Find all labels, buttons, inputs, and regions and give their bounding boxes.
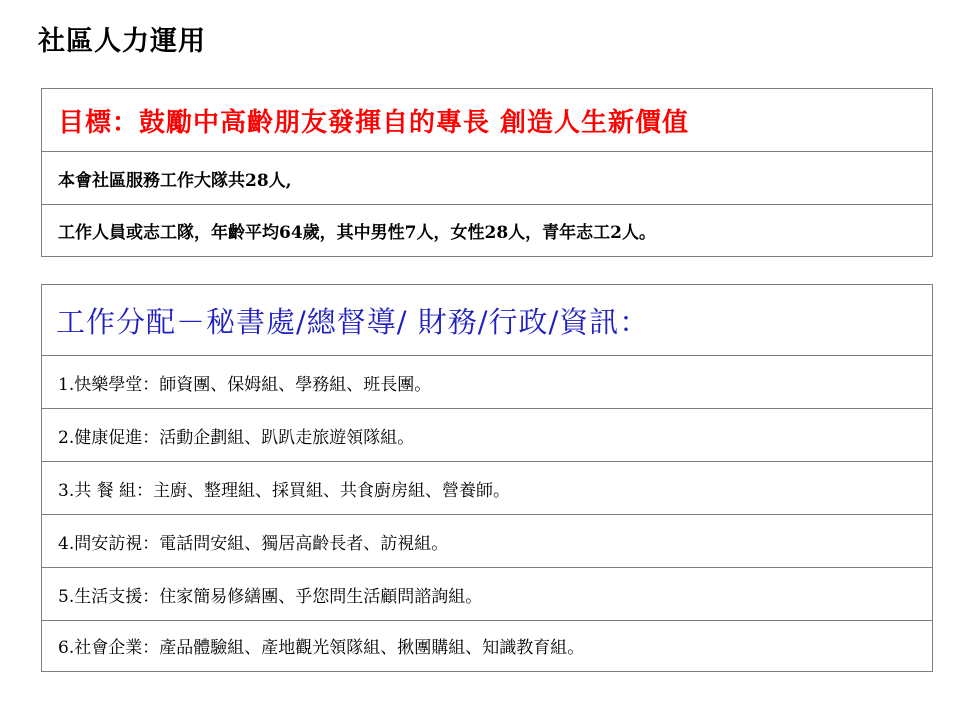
work-item-visits: 4.問安訪視：電話問安組、獨居高齡長者、訪視組。 <box>42 514 932 567</box>
work-item-social-enterprise: 6.社會企業：產品體驗組、產地觀光領隊組、揪團購組、知識教育組。 <box>42 620 932 670</box>
work-item-life-support: 5.生活支援：住家簡易修繕團、乎您問生活顧問諮詢組。 <box>42 567 932 620</box>
work-heading: 工作分配－秘書處/總督導/ 財務/行政/資訊： <box>56 304 650 339</box>
goal-line-team-count: 本會社區服務工作大隊共28人, <box>42 151 932 204</box>
page-title: 社區人力運用 <box>38 26 206 57</box>
work-item-happy-school: 1.快樂學堂：師資團、保姆組、學務組、班長團。 <box>42 355 932 408</box>
work-item-health-promotion: 2.健康促進：活動企劃組、趴趴走旅遊領隊組。 <box>42 408 932 461</box>
work-item-shared-meals: 3.共 餐 組：主廚、整理組、採買組、共食廚房組、營養師。 <box>42 461 932 514</box>
goal-line-demographics: 工作人員或志工隊，年齡平均64歲，其中男性7人，女性28人，青年志工2人。 <box>42 204 932 256</box>
goal-table <box>41 88 933 257</box>
goal-heading: 目標：鼓勵中高齡朋友發揮自的專長 創造人生新價值 <box>58 107 690 138</box>
work-table <box>41 284 933 672</box>
